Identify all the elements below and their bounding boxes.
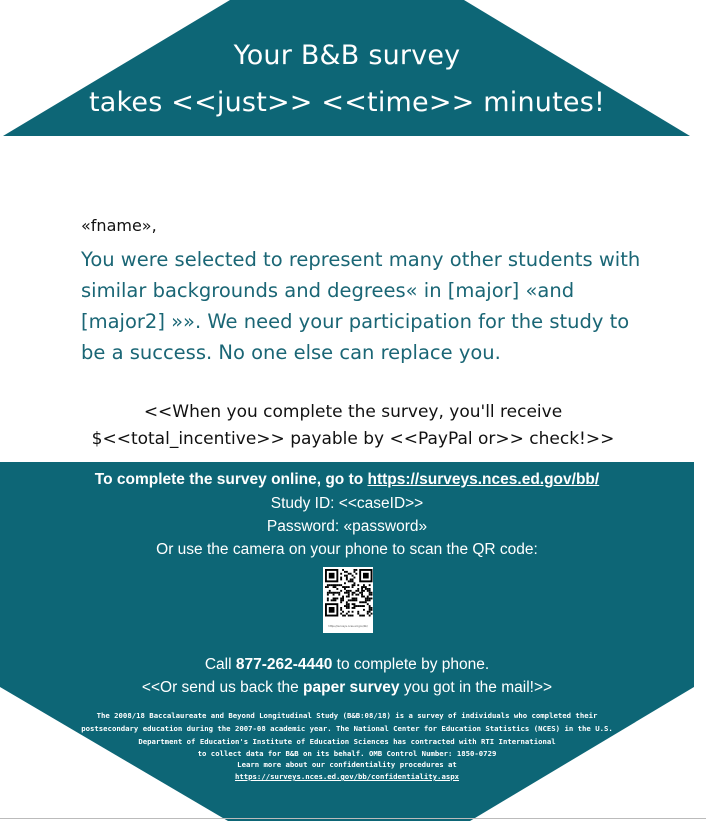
mail-prefix: <<Or send us back the — [141, 679, 304, 696]
headline-line-2: takes <<just>> <<time>> minutes! — [89, 87, 605, 118]
incentive-line-1: <<When you complete the survey, you'll receive — [143, 402, 563, 422]
qr-caption: https://surveys.nces.ed.gov/bb/ — [328, 625, 368, 628]
fine-print-line-5: Learn more about our confidentiality procedures at — [237, 760, 457, 769]
phone-number[interactable]: 877-262-4440 — [235, 656, 333, 673]
online-prefix: To complete the survey online, go to — [94, 471, 368, 488]
password: Password: «password» — [266, 518, 428, 535]
fine-print-line-4: to collect data for B&B on its behalf. OMB Control Number: 1850-0729 — [197, 749, 497, 758]
online-instruction — [0, 471, 694, 489]
selection-message: You were selected to represent many other students with similar backgrounds and degrees« in [major] «and [major2] »». We need your participation for the study to be a success. No one else can replace you. — [81, 248, 641, 364]
headline-line-1: Your B&B survey — [233, 40, 461, 71]
qr-code[interactable] — [323, 567, 373, 633]
mail-suffix: you got in the mail!>> — [399, 679, 553, 696]
fine-print-line-3: Department of Education's Institute of Education Sciences has contracted with RTI International — [138, 737, 556, 746]
confidentiality-link[interactable]: https://surveys.nces.ed.gov/bb/confidentiality.aspx — [234, 772, 460, 781]
qr-instruction: Or use the camera on your phone to scan the QR code: — [156, 541, 538, 558]
fine-print-line-1: The 2008/18 Baccalaureate and Beyond Longitudinal Study (B&B:08/18) is a survey of individuals who completed their — [96, 711, 598, 720]
incentive-line-2: $<<total_incentive>> payable by <<PayPal or>> check!>> — [91, 429, 615, 449]
phone-instruction — [0, 656, 694, 674]
greeting: «fname», — [81, 216, 157, 235]
qr-code-image — [323, 567, 373, 625]
fine-print-line-2: postsecondary education during the 2007-08 academic year. The National Center for Education Statistics (NCES) in the U.S. — [81, 724, 613, 733]
mail-instruction — [0, 679, 694, 697]
phone-suffix: to complete by phone. — [332, 656, 490, 673]
paper-survey-emphasis: paper survey — [303, 679, 400, 696]
survey-link[interactable]: https://surveys.nces.ed.gov/bb/ — [367, 471, 600, 488]
bottom-divider — [0, 818, 706, 819]
study-id: Study ID: <<caseID>> — [270, 495, 424, 512]
phone-prefix: Call — [204, 656, 236, 673]
